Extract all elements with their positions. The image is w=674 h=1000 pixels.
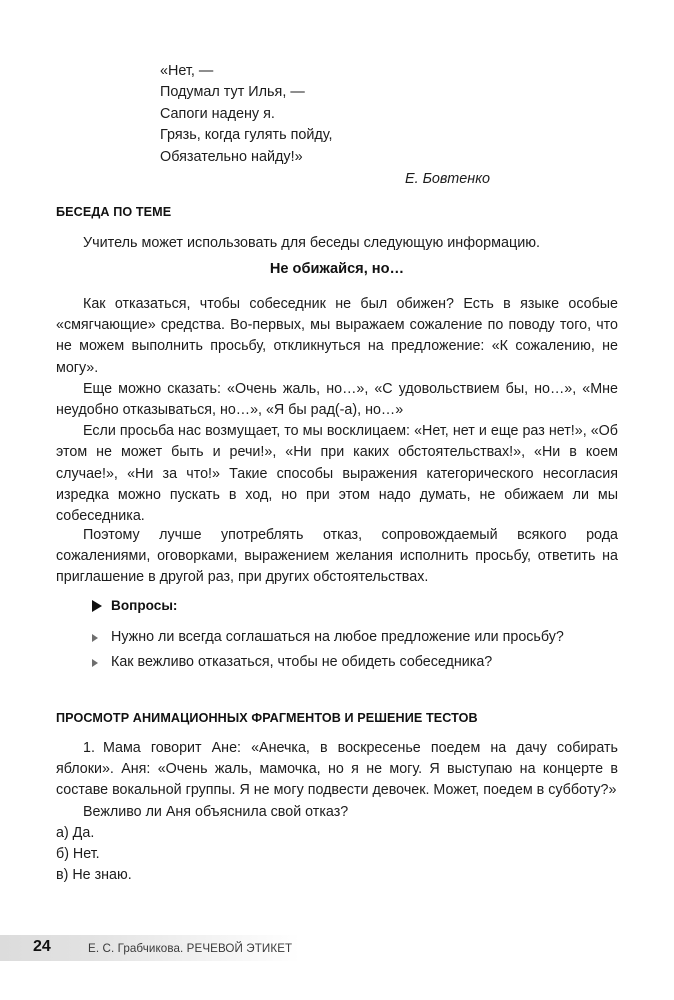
- test-item-block: [56, 738, 618, 886]
- questions-list: [56, 627, 618, 673]
- paragraph: Поэтому лучше употреблять отказ, сопровождаемый всякого рода сожалениями, оговорками, выражением желания исполнить просьбу, ответить на приглашение в другой раз, при других обстоятельствах.: [56, 527, 618, 586]
- poem-line: Сапоги надену я.: [160, 105, 275, 122]
- footer-title: Е. С. Грабчикова. РЕЧЕВОЙ ЭТИКЕТ: [88, 942, 293, 955]
- questions-title-row: [92, 598, 618, 613]
- list-item: [92, 652, 618, 673]
- poem-line: Обязательно найду!»: [160, 148, 303, 165]
- poem-attribution: Е. Бовтенко: [404, 171, 490, 187]
- paragraph: Если просьба нас возмущает, то мы восклицаем: «Нет, нет и еще раз нет!», «Об этом не может быть и речи!», «Ни при каких обстоятельствах!», «Ни в коем случае!», «Ни за что!» Такие способы выражения категорического несогласия изредка можно пускать в ход, но при этом надо думать, не обижаем ли мы собеседника.: [56, 423, 618, 525]
- test-option: в) Не знаю.: [56, 867, 132, 884]
- body-paragraphs-lower: [56, 525, 618, 589]
- list-item: [92, 627, 618, 648]
- poem-line: Подумал тут Илья, —: [160, 84, 305, 101]
- footer-page-number: 24: [33, 938, 51, 955]
- body-paragraphs-upper: [56, 294, 618, 527]
- poem-line: Грязь, когда гулять пойду,: [160, 127, 333, 144]
- test-option: а) Да.: [56, 824, 95, 841]
- test-option: б) Нет.: [56, 846, 100, 863]
- section-heading-prosmotr: ПРОСМОТР АНИМАЦИОННЫХ ФРАГМЕНТОВ И РЕШЕНИЕ ТЕСТОВ: [56, 711, 478, 725]
- triangle-bullet-icon: [92, 600, 102, 612]
- section-heading-beseda: БЕСЕДА ПО ТЕМЕ: [56, 205, 172, 219]
- paragraph: Как отказаться, чтобы собеседник не был обижен? Есть в языке особые «смягчающие» средства. Во-первых, мы выражаем сожаление по поводу того, что не можем выполнить просьбу, откликнуться на предложение: «К сожалению, не могу».: [56, 296, 618, 376]
- questions-section: [56, 598, 618, 677]
- beseda-lead-paragraph: Учитель может использовать для беседы следующую информацию.: [83, 235, 541, 251]
- question-text: Нужно ли всегда соглашаться на любое предложение или просьбу?: [111, 629, 564, 645]
- test-scenario-text: Мама говорит Ане: «Анечка, в воскресенье поедем на дачу собирать яблоки». Аня: «Очень жаль, мамочка, но я не могу. Я выступаю на концерте в составе вокальной группы. Я не могу подвести девочек. Может, поедем в субботу?»: [56, 740, 618, 799]
- poem-block: [160, 61, 580, 168]
- triangle-bullet-small-icon: [92, 634, 98, 642]
- test-question: Вежливо ли Аня объяснила свой отказ?: [83, 803, 349, 820]
- test-options: [56, 823, 618, 887]
- test-scenario: [56, 738, 618, 802]
- test-item-number: 1.: [83, 740, 95, 756]
- paragraph: Еще можно сказать: «Очень жаль, но…», «С удовольствием бы, но…», «Мне неудобно отказываться, но…», «Я бы рад(-а), но…»: [56, 380, 618, 419]
- poem-line: «Нет, —: [160, 63, 214, 79]
- questions-title-label: Вопросы:: [111, 598, 178, 613]
- question-text: Как вежливо отказаться, чтобы не обидеть собеседника?: [111, 654, 493, 671]
- subsection-heading-ne-obizhaysya: Не обижайся, но…: [269, 261, 405, 277]
- triangle-bullet-small-icon: [92, 659, 98, 667]
